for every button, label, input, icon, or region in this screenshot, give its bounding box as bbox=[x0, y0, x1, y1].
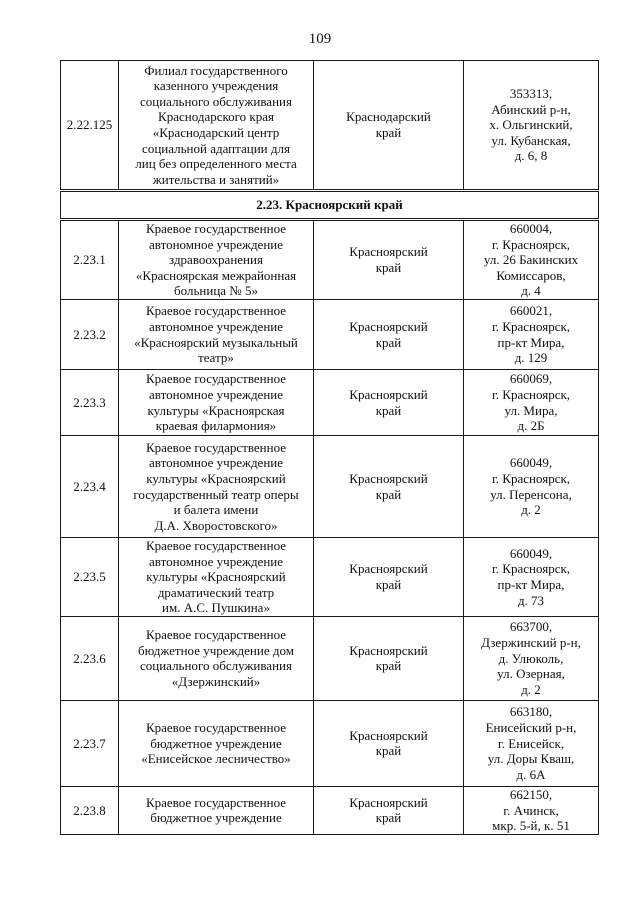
region-line: край bbox=[375, 810, 402, 826]
organization-name-line: Д.А. Хворостовского» bbox=[154, 517, 278, 533]
entry-number: 2.23.7 bbox=[61, 700, 119, 786]
organization-name-line: автономное учреждение bbox=[148, 455, 284, 471]
organization-name-line: театр» bbox=[198, 350, 234, 366]
postal-address-line: г. Ачинск, bbox=[503, 802, 559, 818]
organization-name-line: больница № 5» bbox=[174, 283, 258, 299]
organization-name bbox=[119, 220, 314, 300]
postal-address bbox=[464, 220, 599, 300]
region bbox=[314, 220, 464, 300]
postal-address bbox=[464, 61, 599, 191]
region bbox=[314, 616, 464, 700]
region-line: Краснодарский bbox=[346, 109, 431, 125]
organization-name-line: Краевое государственное bbox=[145, 303, 287, 319]
region-line: Красноярский bbox=[349, 470, 428, 486]
postal-address-line: Енисейский р-н, bbox=[485, 720, 577, 736]
organization-name bbox=[119, 786, 314, 834]
postal-address bbox=[464, 538, 599, 617]
postal-address-line: ул. Кубанская, bbox=[491, 132, 571, 148]
organization-name-line: Краевое государственное bbox=[145, 221, 287, 237]
table-row bbox=[61, 61, 599, 191]
region-line: край bbox=[375, 260, 402, 275]
table-row bbox=[61, 370, 599, 436]
organization-name-line: лиц без определенного места bbox=[135, 156, 297, 172]
organization-name-line: Краевое государственное bbox=[145, 538, 287, 553]
organization-name bbox=[119, 616, 314, 700]
entry-number: 2.23.5 bbox=[61, 538, 119, 617]
region-line: край bbox=[375, 658, 402, 674]
organization-name-line: государственный театр оперы bbox=[133, 486, 299, 502]
postal-address-line: д. 73 bbox=[517, 592, 545, 608]
region-line: Красноярский bbox=[349, 318, 428, 334]
organization-name-line: краевая филармония» bbox=[155, 418, 277, 434]
postal-address-line: Комиссаров, bbox=[496, 267, 566, 283]
section-title: 2.23. Красноярский край bbox=[61, 191, 599, 220]
postal-address bbox=[464, 786, 599, 834]
postal-address-line: г. Красноярск, bbox=[491, 318, 571, 334]
organization-name-line: автономное учреждение bbox=[148, 236, 284, 252]
region bbox=[314, 370, 464, 436]
postal-address-line: д. Улюколь, bbox=[498, 650, 564, 666]
table-row bbox=[61, 616, 599, 700]
organization-name-line: «Енисейское лесничество» bbox=[141, 751, 291, 767]
postal-address-line: г. Красноярск, bbox=[491, 236, 571, 252]
region-line: Красноярский bbox=[349, 642, 428, 658]
organization-name-line: автономное учреждение bbox=[148, 386, 284, 402]
region bbox=[314, 300, 464, 370]
entry-number: 2.23.2 bbox=[61, 300, 119, 370]
registry-table bbox=[60, 60, 599, 835]
region-line: Красноярский bbox=[349, 386, 428, 402]
postal-address-line: ул. Доры Кваш, bbox=[487, 751, 575, 767]
postal-address bbox=[464, 300, 599, 370]
postal-address-line: д. 2 bbox=[521, 502, 541, 518]
organization-name bbox=[119, 436, 314, 538]
postal-address-line: д. 129 bbox=[514, 350, 548, 366]
section-header-row bbox=[61, 191, 599, 220]
region bbox=[314, 786, 464, 834]
table-row bbox=[61, 436, 599, 538]
postal-address-line: х. Ольгинский, bbox=[489, 117, 573, 133]
organization-name-line: драматический театр bbox=[157, 584, 275, 600]
postal-address bbox=[464, 370, 599, 436]
organization-name-line: социального обслуживания bbox=[140, 658, 292, 674]
organization-name-line: Краевое государственное bbox=[145, 627, 287, 643]
postal-address-line: ул. Мира, bbox=[504, 402, 558, 418]
entry-number: 2.23.8 bbox=[61, 786, 119, 834]
postal-address-line: 662150, bbox=[509, 786, 553, 802]
postal-address bbox=[464, 436, 599, 538]
postal-address-line: пр-кт Мира, bbox=[497, 576, 565, 592]
organization-name-line: Краевое государственное bbox=[145, 720, 287, 736]
postal-address-line: Дзержинский р-н, bbox=[481, 635, 581, 651]
organization-name-line: Филиал государственного bbox=[144, 62, 288, 78]
registry-table-body bbox=[61, 61, 599, 835]
organization-name-line: культуры «Красноярская bbox=[147, 402, 285, 418]
organization-name-line: социального обслуживания bbox=[140, 93, 292, 109]
organization-name bbox=[119, 61, 314, 191]
region-line: край bbox=[375, 486, 402, 502]
postal-address-line: д. 2 bbox=[521, 681, 541, 697]
postal-address bbox=[464, 700, 599, 786]
postal-address-line: 660004, bbox=[509, 221, 553, 237]
region-line: Красноярский bbox=[349, 561, 428, 577]
entry-number: 2.23.4 bbox=[61, 436, 119, 538]
postal-address-line: 660049, bbox=[509, 455, 553, 471]
organization-name-line: Краевое государственное bbox=[145, 439, 287, 455]
region-line: край bbox=[375, 334, 402, 350]
postal-address-line: 663700, bbox=[509, 619, 553, 635]
region-line: край bbox=[375, 743, 402, 759]
organization-name-line: «Краснодарский центр bbox=[152, 125, 280, 140]
postal-address-line: д. 6, 8 bbox=[514, 148, 548, 164]
entry-number: 2.23.1 bbox=[61, 220, 119, 300]
organization-name-line: «Дзержинский» bbox=[171, 674, 261, 690]
region-line: край bbox=[375, 576, 402, 592]
organization-name bbox=[119, 300, 314, 370]
table-row bbox=[61, 538, 599, 617]
postal-address-line: 660021, bbox=[509, 303, 553, 319]
organization-name-line: автономное учреждение bbox=[148, 318, 284, 334]
postal-address bbox=[464, 616, 599, 700]
organization-name-line: и балета имени bbox=[173, 502, 259, 518]
postal-address-line: 660069, bbox=[509, 371, 553, 387]
postal-address-line: ул. 26 Бакинских bbox=[483, 252, 579, 268]
organization-name-line: «Красноярский музыкальный bbox=[134, 334, 298, 350]
region-line: Красноярский bbox=[349, 727, 428, 743]
organization-name-line: автономное учреждение bbox=[148, 553, 284, 569]
postal-address-line: ул. Перенсона, bbox=[490, 486, 572, 502]
postal-address-line: ул. Озерная, bbox=[497, 666, 565, 682]
postal-address-line: пр-кт Мира, bbox=[497, 334, 565, 350]
organization-name-line: жительства и занятий» bbox=[152, 171, 280, 187]
region bbox=[314, 700, 464, 786]
organization-name-line: культуры «Красноярский bbox=[146, 470, 286, 486]
organization-name-line: бюджетное учреждение bbox=[150, 810, 282, 826]
organization-name-line: Краснодарского края bbox=[158, 109, 274, 125]
postal-address-line: 663180, bbox=[509, 704, 553, 720]
organization-name-line: казенного учреждения bbox=[153, 78, 279, 94]
region bbox=[314, 436, 464, 538]
page-number: 109 bbox=[308, 31, 332, 47]
postal-address-line: г. Красноярск, bbox=[491, 470, 571, 486]
postal-address-line: д. 6А bbox=[516, 766, 546, 782]
table-row bbox=[61, 786, 599, 834]
organization-name-line: социальной адаптации для bbox=[142, 140, 290, 156]
table-row bbox=[61, 220, 599, 300]
organization-name-line: им. А.С. Пушкина» bbox=[162, 600, 270, 616]
organization-name-line: бюджетное учреждение дом bbox=[138, 642, 294, 658]
organization-name bbox=[119, 370, 314, 436]
organization-name-line: «Красноярская межрайонная bbox=[135, 267, 297, 283]
organization-name-line: культуры «Красноярский bbox=[146, 569, 286, 585]
organization-name-line: Краевое государственное bbox=[145, 371, 287, 387]
postal-address-line: д. 4 bbox=[521, 283, 541, 299]
organization-name-line: бюджетное учреждение bbox=[150, 735, 282, 751]
postal-address-line: 660049, bbox=[509, 545, 553, 561]
region-line: Красноярский bbox=[349, 794, 428, 810]
table-row bbox=[61, 300, 599, 370]
entry-number: 2.23.6 bbox=[61, 616, 119, 700]
postal-address-line: д. 2Б bbox=[517, 418, 545, 434]
postal-address-line: Абинский р-н, bbox=[491, 101, 571, 117]
organization-name bbox=[119, 700, 314, 786]
region-line: край bbox=[375, 125, 402, 140]
organization-name bbox=[119, 538, 314, 617]
entry-number: 2.22.125 bbox=[61, 61, 119, 191]
table-row bbox=[61, 700, 599, 786]
organization-name-line: здравоохранения bbox=[169, 252, 263, 268]
region-line: Красноярский bbox=[349, 244, 428, 260]
postal-address-line: 353313, bbox=[509, 86, 553, 102]
region-line: край bbox=[375, 402, 402, 418]
postal-address-line: мкр. 5-й, к. 51 bbox=[492, 818, 570, 834]
postal-address-line: г. Красноярск, bbox=[491, 561, 571, 577]
postal-address-line: г. Красноярск, bbox=[491, 386, 571, 402]
region bbox=[314, 61, 464, 191]
postal-address-line: г. Енисейск, bbox=[497, 735, 565, 751]
region bbox=[314, 538, 464, 617]
entry-number: 2.23.3 bbox=[61, 370, 119, 436]
organization-name-line: Краевое государственное bbox=[145, 794, 287, 810]
